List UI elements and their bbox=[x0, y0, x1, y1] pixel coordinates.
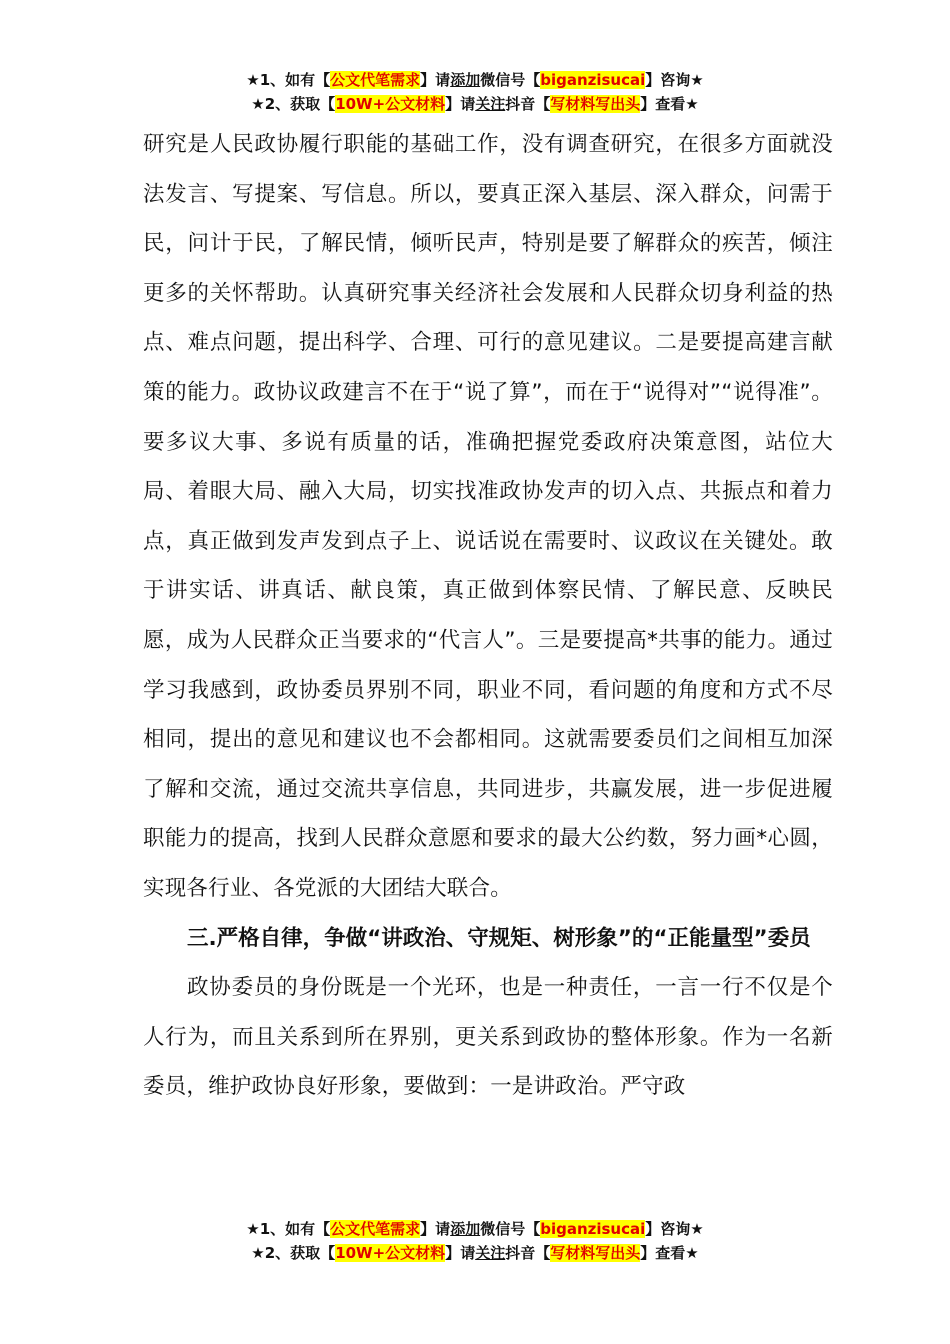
highlight-ghostwriting: 公文代笔需求 bbox=[330, 71, 421, 89]
highlight-materials: 10W+公文材料 bbox=[335, 95, 446, 113]
section-heading: 三.严格自律，争做“讲政治、守规矩、树形象”的“正能量型”委员 bbox=[187, 925, 811, 951]
highlight-materials: 10W+公文材料 bbox=[335, 1244, 446, 1262]
header-notice bbox=[0, 68, 950, 116]
header-notice-line-2: ★2、获取【10W+公文材料】请关注抖音【写材料写出头】查看★ bbox=[251, 95, 699, 113]
body-paragraph: 研究是人民政协履行职能的基础工作，没有调查研究，在很多方面就没法发言、写提案、写信息。所以，要真正深入基层、深入群众，问需于民，问计于民，了解民情，倾听民声，特别是要了解群众的疾苦，倾注更多的关怀帮助。认真研究事关经济社会发展和人民群众切身利益的热点、难点问题，提出科学、合理、可行的意见建议。二是要提高建言献策的能力。政协议政建言不在于“说了算”，而在于“说得对”“说得准”。要多议大事、多说有质量的话，准确把握党委政府决策意图，站位大局、着眼大局、融入大局，切实找准政协发声的切入点、共振点和着力点，真正做到发声发到点子上、说话说在需要时、议政议在关键处。敢于讲实话、讲真话、献良策，真正做到体察民情、了解民意、反映民愿，成为人民群众正当要求的“代言人”。三是要提高*共事的能力。通过学习我感到，政协委员界别不同，职业不同，看问题的角度和方式不尽相同，提出的意见和建议也不会都相同。这就需要委员们之间相互加深了解和交流，通过交流共享信息，共同进步，共赢发展，进一步促进履职能力的提高，找到人民群众意愿和要求的最大公约数，努力画*心圆，实现各行业、各党派的大团结大联合。 bbox=[143, 132, 833, 901]
highlight-douyin: 写材料写出头 bbox=[550, 95, 641, 113]
highlight-wechat-id: biganzisucai bbox=[540, 1220, 646, 1238]
highlight-wechat-id: biganzisucai bbox=[540, 71, 646, 89]
document-body bbox=[143, 120, 833, 1112]
body-paragraph: 政协委员的身份既是一个光环，也是一种责任，一言一行不仅是个人行为，而且关系到所在界别，更关系到政协的整体形象。作为一名新委员，维护政协良好形象，要做到：一是讲政治。严守政 bbox=[143, 975, 833, 1100]
footer-notice-line-2: ★2、获取【10W+公文材料】请关注抖音【写材料写出头】查看★ bbox=[251, 1244, 699, 1262]
header-notice-line-1: ★1、如有【公文代笔需求】请添加微信号【biganzisucai】咨询★ bbox=[246, 71, 704, 89]
highlight-douyin: 写材料写出头 bbox=[550, 1244, 641, 1262]
footer-notice bbox=[0, 1217, 950, 1265]
footer-notice-line-1: ★1、如有【公文代笔需求】请添加微信号【biganzisucai】咨询★ bbox=[246, 1220, 704, 1238]
highlight-ghostwriting: 公文代笔需求 bbox=[330, 1220, 421, 1238]
